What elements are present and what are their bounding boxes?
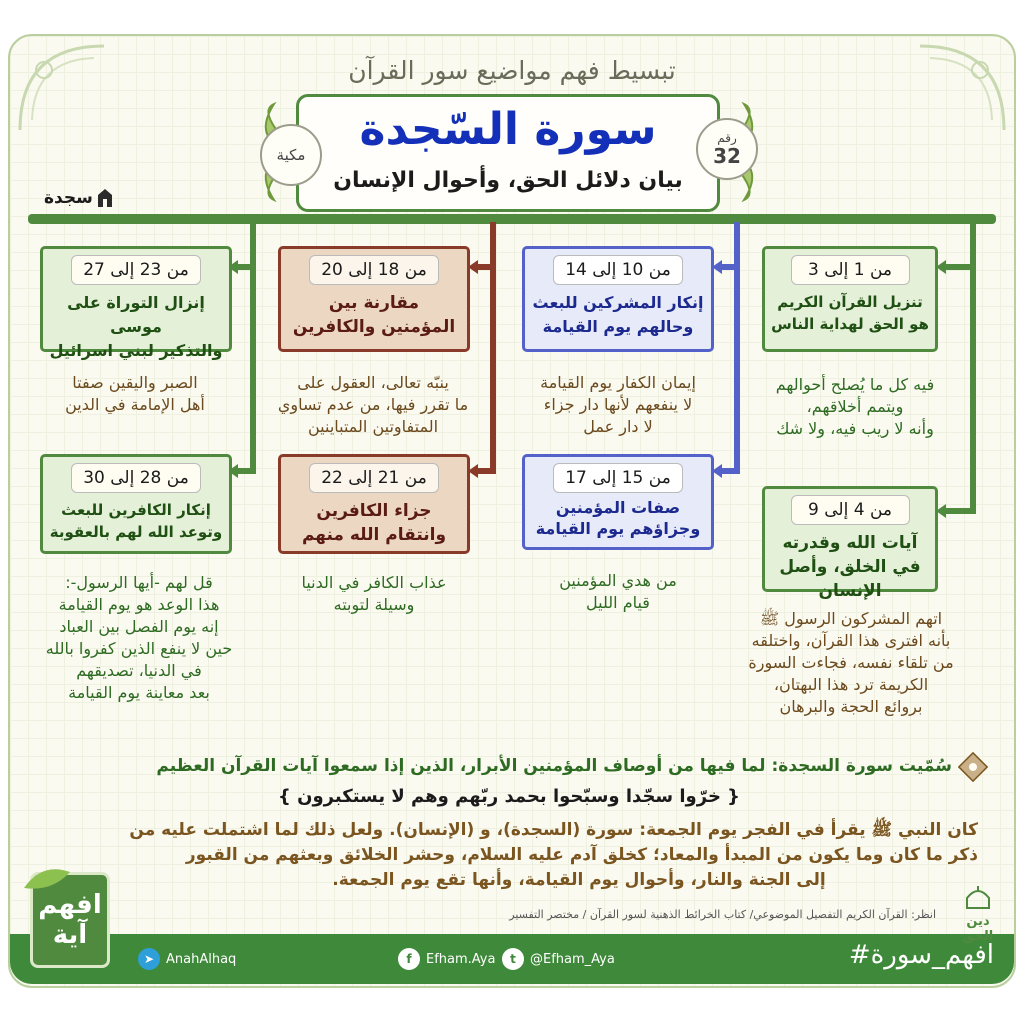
- section-range: من 28 إلى 30: [71, 463, 201, 493]
- section-title: مقارنة بين: [328, 293, 420, 313]
- note-line: الكريمة ترد هذا البهتان،: [773, 675, 929, 694]
- section-title: وانتقام الله منهم: [301, 525, 447, 545]
- corner-ornament-icon: [14, 40, 110, 136]
- note-line: فيه كل ما يُصلح أحوالهم: [775, 375, 935, 394]
- note-line: حين لا ينفع الذين كفروا بالله: [45, 639, 233, 658]
- section-range: من 21 إلى 22: [309, 463, 439, 493]
- ornament-bullet-icon: [958, 752, 988, 782]
- section-range: من 10 إلى 14: [553, 255, 683, 285]
- note-line: ينبّه تعالى، العقول على: [297, 373, 449, 392]
- connector: [476, 468, 494, 474]
- section-title: إنزال التوراة على موسى: [67, 293, 205, 336]
- connector: [236, 468, 254, 474]
- logo-text: آية: [52, 920, 88, 950]
- tree-main-bar: [28, 214, 996, 224]
- section-card-5: [278, 246, 470, 352]
- section-title: صفات المؤمنين: [555, 498, 681, 517]
- note-line: أهل الإمامة في الدين: [65, 395, 205, 414]
- facebook-handle: Efham.Aya: [426, 951, 496, 967]
- sajda-label: سجدة: [44, 188, 93, 208]
- twitter-link[interactable]: [502, 948, 615, 970]
- section-title: في الخلق، وأصل الإنسان: [779, 557, 921, 601]
- section-note-1: [740, 374, 970, 440]
- surah-name: سورة السّجدة: [359, 104, 657, 155]
- telegram-link[interactable]: [138, 948, 236, 970]
- hashtag[interactable]: #افهم_سورة: [848, 940, 994, 970]
- section-title: إنكار المشركين للبعث: [532, 293, 704, 312]
- section-card-7: [40, 246, 232, 360]
- section-note-8: [16, 572, 262, 704]
- section-title: تنزيل القرآن الكريم: [777, 293, 923, 311]
- note-line: عذاب الكافر في الدنيا: [301, 573, 447, 592]
- section-note-3: [506, 372, 730, 438]
- note-line: من تلقاء نفسه، فجاءت السورة: [748, 653, 954, 672]
- connector: [476, 264, 494, 270]
- section-range: من 4 إلى 9: [791, 495, 910, 525]
- deen-alhaq-logo: [952, 884, 1004, 944]
- leaf-icon: [22, 868, 72, 890]
- section-note-6: [276, 572, 472, 616]
- references: انظر: القرآن الكريم التفصيل الموضوعي/ كتاب الخرائط الذهنية لسور القرآن / مختصر التفسير: [509, 908, 936, 921]
- note-line: لا ينفعهم لأنها دار جزاء: [543, 395, 693, 414]
- connector: [944, 264, 974, 270]
- note-line: اتهم المشركون الرسول ﷺ: [759, 609, 943, 628]
- section-title: آيات الله وقدرته: [782, 533, 918, 553]
- note-line: قيام الليل: [586, 593, 650, 612]
- section-range: من 1 إلى 3: [791, 255, 910, 285]
- note-line: بعد معاينة يوم القيامة: [68, 683, 210, 702]
- logo-text: دين الحق: [962, 914, 994, 944]
- note-line: ويتمم أخلاقهم،: [806, 397, 904, 416]
- friday-line: إلى الجنة والنار، وأحوال يوم القيامة، وأنها تقع يوم الجمعة.: [332, 870, 826, 890]
- note-line: بأنه افترى هذا القرآن، واختلقه: [751, 631, 951, 650]
- section-range: من 18 إلى 20: [309, 255, 439, 285]
- note-line: الصبر واليقين صفتا: [72, 373, 198, 392]
- corner-ornament-icon: [914, 40, 1010, 136]
- section-card-4: [522, 454, 714, 550]
- section-title: هو الحق لهداية الناس: [771, 315, 929, 333]
- series-title: تبسيط فهم مواضيع سور القرآن: [348, 56, 676, 85]
- note-line: لا دار عمل: [583, 417, 653, 436]
- section-card-1: [762, 246, 938, 352]
- section-title: وتوعد الله لهم بالعقوبة: [49, 523, 223, 541]
- note-line: إيمان الكفار يوم القيامة: [540, 373, 696, 392]
- section-note-2: [726, 608, 976, 718]
- quran-verse: { خرّوا سجّدا وسبّحوا بحمد ربّهم وهم لا يستكبرون }: [278, 786, 740, 807]
- telegram-icon: ➤: [138, 948, 160, 970]
- dome-icon: [963, 884, 993, 910]
- facebook-icon: f: [398, 948, 420, 970]
- naming-reason: سُمّيت سورة السجدة: لما فيها من أوصاف المؤمنين الأبرار، الذين إذا سمعوا آيات القرآن العظيم: [156, 756, 952, 776]
- connector: [720, 264, 738, 270]
- surah-subtitle: بيان دلائل الحق، وأحوال الإنسان: [333, 168, 683, 193]
- twitter-handle: @Efham_Aya: [530, 951, 615, 967]
- logo-text: افهم: [38, 890, 102, 920]
- sajda-marker: [44, 188, 113, 208]
- verse-block: [40, 784, 740, 809]
- note-line: وسيلة لتوبته: [333, 595, 415, 614]
- connector: [944, 508, 974, 514]
- twitter-icon: t: [502, 948, 524, 970]
- telegram-handle: AnahAlhaq: [166, 951, 237, 967]
- section-title: والتذكير لبني اسرائيل: [49, 341, 223, 360]
- surah-number-badge: [696, 118, 758, 180]
- section-card-3: [522, 246, 714, 352]
- green-stem-left: [250, 222, 256, 474]
- note-line: قل لهم -أيها الرسول-:: [65, 573, 213, 592]
- note-line: بروائع الحجة والبرهان: [779, 697, 923, 716]
- note-line: المتفاوتين المتباينين: [307, 417, 439, 436]
- surah-number: 32: [713, 143, 741, 168]
- surah-type-badge: [260, 124, 322, 186]
- connector: [720, 468, 738, 474]
- section-note-4: [520, 570, 716, 614]
- facebook-link[interactable]: [398, 948, 495, 970]
- note-line: إنه يوم الفصل بين العباد: [59, 617, 219, 636]
- section-title: وجزاؤهم يوم القيامة: [535, 519, 701, 538]
- connector: [236, 264, 254, 270]
- note-line: هذا الوعد هو يوم القيامة: [58, 595, 220, 614]
- bottom-explanation: [40, 754, 952, 779]
- section-card-6: [278, 454, 470, 554]
- surah-type: مكية: [276, 146, 306, 164]
- note-line: ما تقرر فيها، من عدم تساوي: [277, 395, 469, 414]
- note-line: من هدي المؤمنين: [559, 571, 677, 590]
- note-line: في الدنيا، تصديقهم: [76, 661, 202, 680]
- section-range: من 23 إلى 27: [71, 255, 201, 285]
- mosque-icon: [97, 189, 113, 207]
- section-card-8: [40, 454, 232, 554]
- friday-line: ذكر ما كان وما يكون من المبدأ والمعاد؛ كخلق آدم عليه السلام، وحشر الخلائق وبعثهم من القبور: [185, 845, 978, 865]
- section-range: من 15 إلى 17: [553, 463, 683, 493]
- section-title: إنكار الكافرين للبعث: [61, 501, 211, 519]
- brown-stem: [490, 222, 496, 474]
- section-title: المؤمنين والكافرين: [292, 317, 456, 337]
- section-note-7: [30, 372, 240, 416]
- section-card-2: [762, 486, 938, 601]
- note-line: وأنه لا ريب فيه، ولا شك: [776, 419, 934, 438]
- section-title: جزاء الكافرين: [316, 501, 432, 521]
- section-note-5: [260, 372, 486, 438]
- friday-note: [60, 818, 978, 893]
- friday-line: كان النبي ﷺ يقرأ في الفجر يوم الجمعة: سورة (السجدة)، و (الإنسان). ولعل ذلك لما اشتملت عليه من: [129, 820, 978, 840]
- number-label: رقم: [717, 130, 737, 145]
- section-title: وحالهم يوم القيامة: [542, 317, 694, 336]
